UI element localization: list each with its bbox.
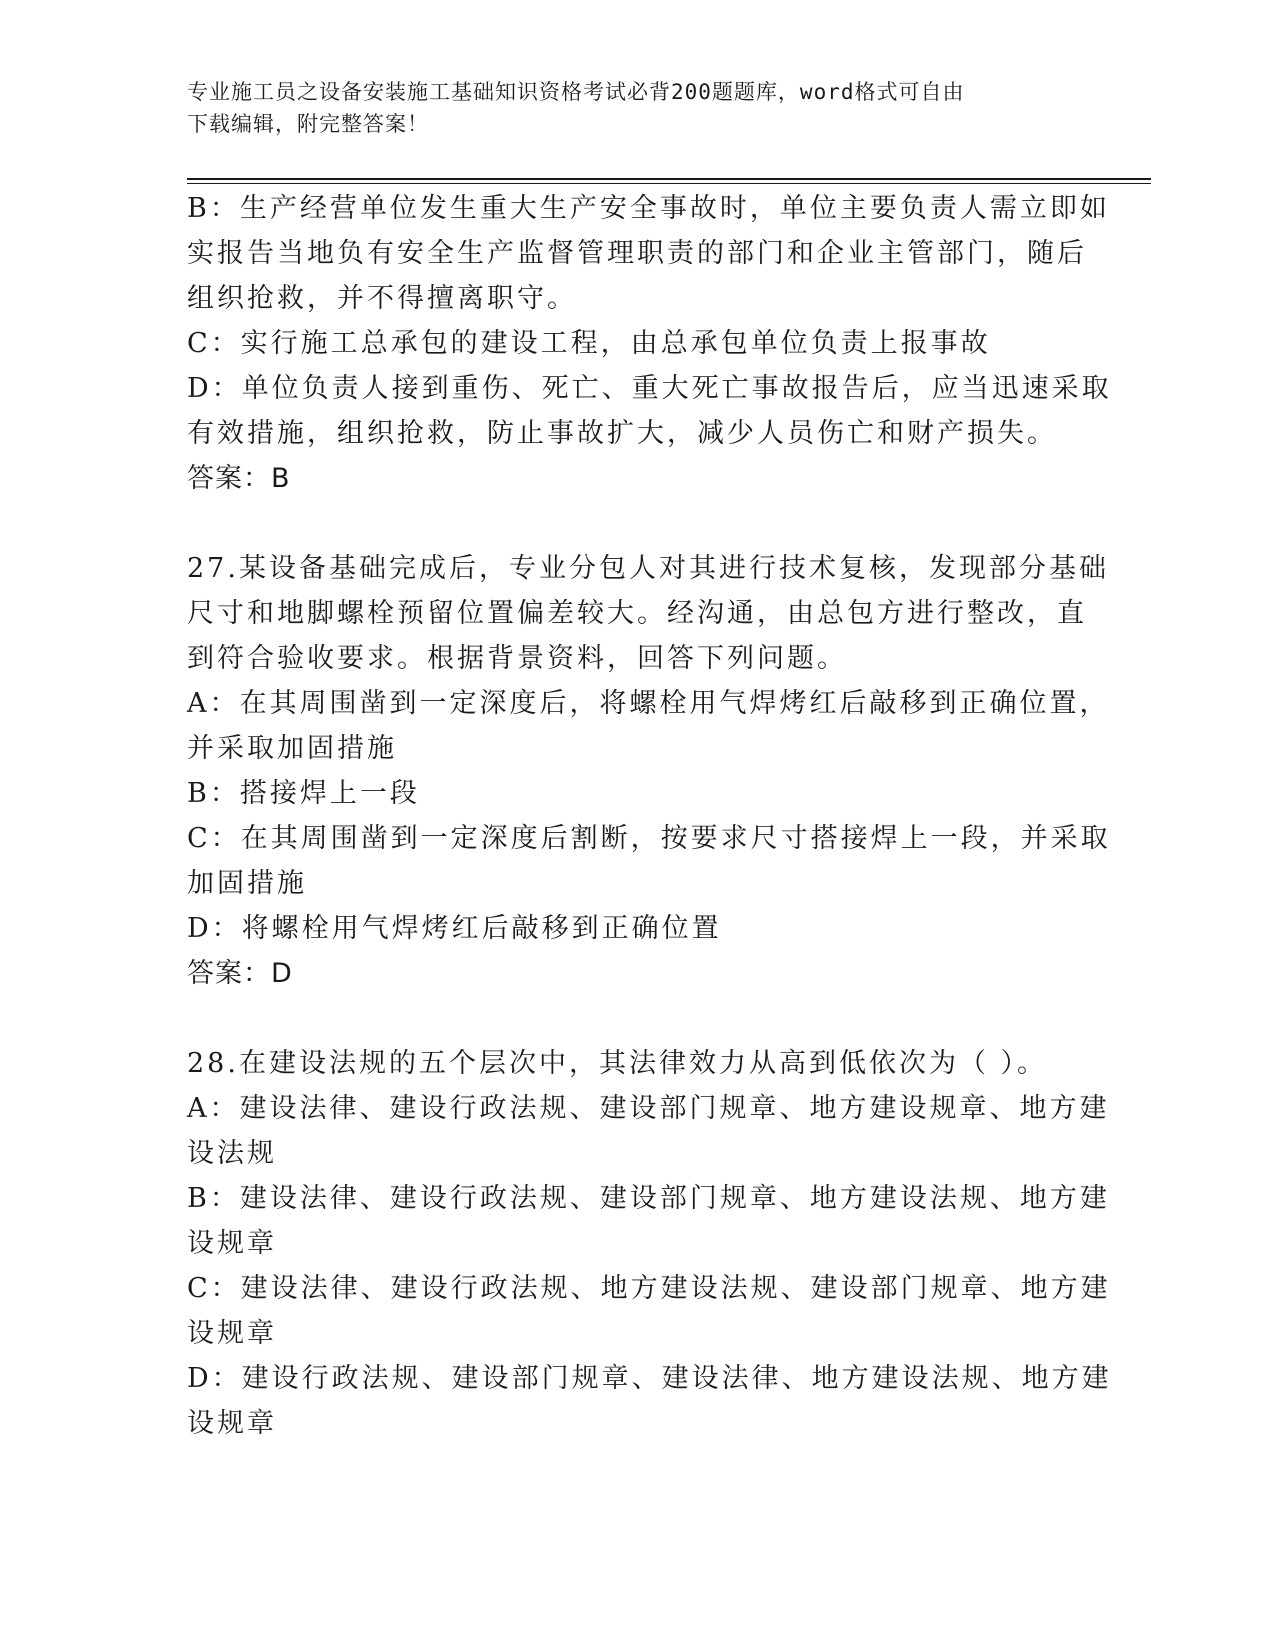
option-b: [187, 771, 1087, 816]
option-d: [187, 1356, 1112, 1446]
option-b-line-2: 实报告当地负有安全生产监督管理职责的部门和企业主管部门，随后: [187, 238, 1087, 269]
option-c: [187, 1266, 1111, 1356]
option-a-line-1: A：建设法律、建设行政法规、建设部门规章、地方建设规章、地方建: [187, 1093, 1110, 1124]
option-c: [187, 816, 1111, 906]
option-a-line-1: A：在其周围凿到一定深度后，将螺栓用气焊烤红后敲移到正确位置，: [187, 688, 1110, 719]
option-a: [187, 1086, 1110, 1176]
stem-line-1: 28.在建设法规的五个层次中，其法律效力从高到低依次为（ ）。: [187, 1048, 1048, 1079]
answer-label: 答案：D: [187, 958, 293, 989]
stem-line-1: 27.某设备基础完成后，专业分包人对其进行技术复核，发现部分基础: [187, 553, 1109, 584]
stem-line-2: 尺寸和地脚螺栓预留位置偏差较大。经沟通，由总包方进行整改，直: [187, 598, 1087, 629]
option-c-line-1: C：建设法律、建设行政法规、地方建设法规、建设部门规章、地方建: [187, 1273, 1111, 1304]
question-stem: [187, 546, 1109, 681]
option-c: [187, 321, 1087, 366]
option-d-line-1: D：单位负责人接到重伤、死亡、重大死亡事故报告后，应当迅速采取: [187, 373, 1112, 404]
option-d-line-2: 设规章: [187, 1408, 277, 1439]
header-divider-thin: [187, 183, 1151, 184]
document-body: [187, 186, 1112, 1446]
option-b-line-1: B：建设法律、建设行政法规、建设部门规章、地方建设法规、地方建: [187, 1183, 1110, 1214]
question-28: [187, 1041, 1112, 1446]
option-c-line-2: 设规章: [187, 1318, 277, 1349]
answer-label: 答案：B: [187, 463, 291, 494]
option-a: [187, 681, 1110, 771]
question-27: [187, 546, 1111, 996]
option-d-line-1: D：建设行政法规、建设部门规章、建设法律、地方建设法规、地方建: [187, 1363, 1112, 1394]
option-d: [187, 366, 1112, 456]
question-spacer: [187, 996, 1087, 1041]
option-c-line-1: C：实行施工总承包的建设工程，由总承包单位负责上报事故: [187, 328, 991, 359]
option-a-line-2: 设法规: [187, 1138, 277, 1169]
option-b-line-1: B：搭接焊上一段: [187, 778, 420, 809]
header-divider-thick: [187, 178, 1151, 180]
option-a-line-2: 并采取加固措施: [187, 733, 397, 764]
option-d: [187, 906, 1087, 951]
question-stem: [187, 1041, 1087, 1086]
option-c-line-2: 加固措施: [187, 868, 307, 899]
option-b-line-3: 组织抢救，并不得擅离职守。: [187, 283, 577, 314]
option-c-line-1: C：在其周围凿到一定深度后割断，按要求尺寸搭接焊上一段，并采取: [187, 823, 1111, 854]
document-header: [187, 76, 1067, 140]
stem-line-3: 到符合验收要求。根据背景资料，回答下列问题。: [187, 643, 847, 674]
question-spacer: [187, 501, 1087, 546]
option-d-line-2: 有效措施，组织抢救，防止事故扩大，减少人员伤亡和财产损失。: [187, 418, 1057, 449]
header-title-line-2: 下载编辑，附完整答案！: [187, 112, 429, 136]
option-d-line-1: D：将螺栓用气焊烤红后敲移到正确位置: [187, 913, 722, 944]
option-b: [187, 186, 1110, 321]
option-b-line-1: B：生产经营单位发生重大生产安全事故时，单位主要负责人需立即如: [187, 193, 1110, 224]
option-b: [187, 1176, 1110, 1266]
question-26-continued: [187, 186, 1112, 501]
option-b-line-2: 设规章: [187, 1228, 277, 1259]
header-title-line-1: 专业施工员之设备安装施工基础知识资格考试必背200题题库，word格式可自由: [187, 80, 965, 104]
